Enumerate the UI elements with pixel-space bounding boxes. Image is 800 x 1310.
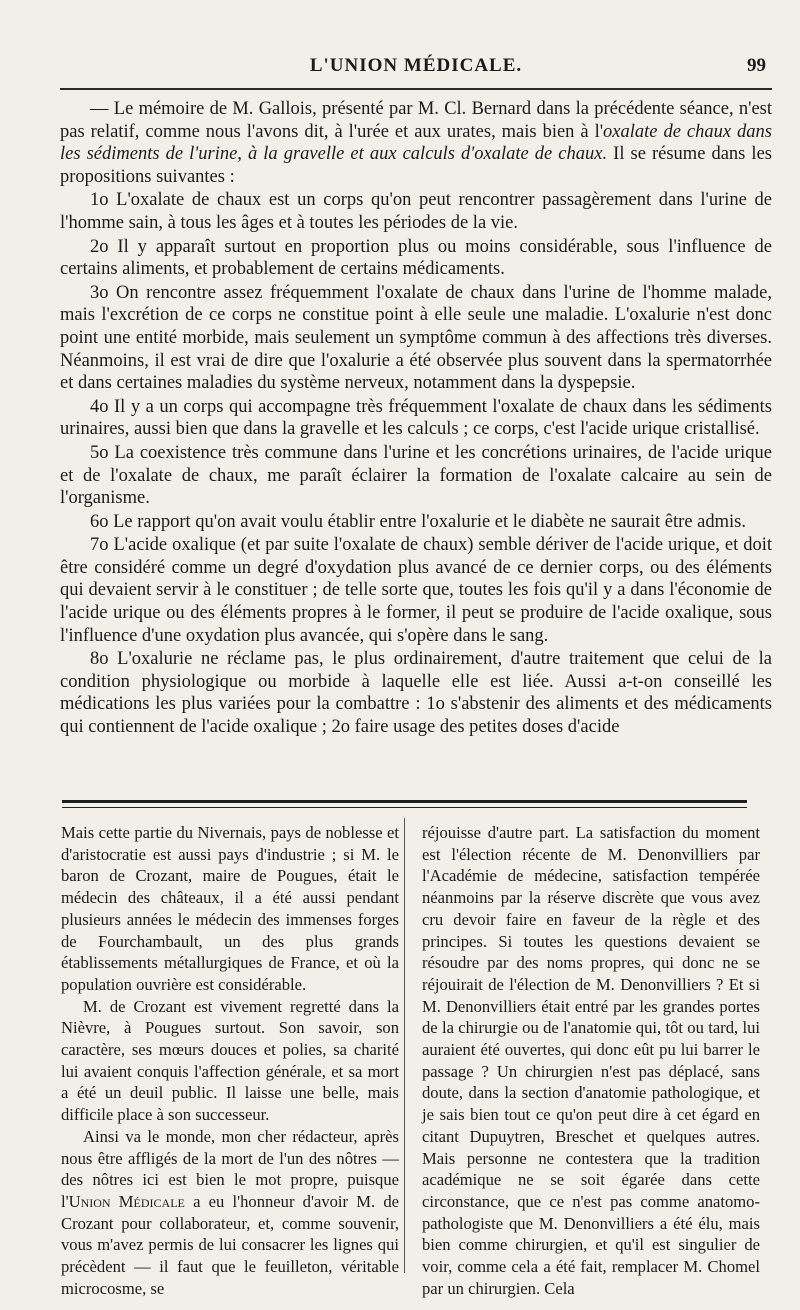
feuilleton-right-column <box>422 822 760 1299</box>
proposition-5: 5o La coexistence très commune dans l'urine et les concrétions urinaires, de l'acide urique et de l'oxalate de chaux, me paraît éclairer la formation de l'oxalate calcaire au sein de l'organisme. <box>60 442 772 509</box>
proposition-3: 3o On rencontre assez fréquemment l'oxalate de chaux dans l'urine de l'homme malade, mais l'excrétion de ce corps ne constitue point à elle seule une maladie. L'oxalurie n'est donc point une entité morbide, mais seulement un symptôme commun à des affections très diverses. Néanmoins, il est vrai de dire que l'oxalurie a été observée plus souvent dans la spermatorrhée et dans certaines maladies du système nerveux, notamment dans la dyspepsie. <box>60 282 772 394</box>
page-header <box>60 55 772 85</box>
proposition-2: 2o Il y apparaît surtout en proportion plus ou moins considérable, sous l'influence de certains aliments, et probablement de certains médicaments. <box>60 236 772 280</box>
proposition-4: 4o Il y a un corps qui accompagne très fréquemment l'oxalate de chaux dans les sédiments urinaires, aussi bien que dans la gravelle et les calculs ; ce corps, c'est l'acide urique cristallisé. <box>60 396 772 440</box>
header-rule <box>60 88 772 90</box>
feuilleton-paragraph: M. de Crozant est vivement regretté dans la Nièvre, à Pougues surtout. Son savoir, son caractère, ses mœurs douces et polies, sa charité lui avaient conquis l'affection générale, et sa mort a été un deuil public. Il laisse une belle, mais difficile place à son successeur. <box>61 996 399 1125</box>
proposition-1: 1o L'oxalate de chaux est un corps qu'on peut rencontrer passagèrement dans l'urine de l'homme sain, à tous les âges et à toutes les périodes de la vie. <box>60 190 772 233</box>
main-article <box>60 98 772 739</box>
proposition-7: 7o L'acide oxalique (et par suite l'oxalate de chaux) semble dériver de l'acide urique, et doit être considéré comme un degré d'oxydation plus avancé de ce dernier corps, ou des éléments qui devaient servir à le constituer ; de telle sorte que, toutes les fois qu'il y a dans l'économie de l'acide urique ou des éléments propres à le former, il peut se produire de l'acide oxalique, sous l'influence d'une oxydation plus avancée, qui s'opère dans le sang. <box>60 535 772 646</box>
feuilleton-separator-rule <box>62 800 747 808</box>
proposition-6: 6o Le rapport qu'on avait voulu établir entre l'oxalurie et le diabète ne saurait être admis. <box>90 511 746 532</box>
feuilleton-left-column <box>61 822 399 1299</box>
feuilleton-paragraph: Mais cette partie du Nivernais, pays de noblesse et d'aristocratie est aussi pays d'industrie ; si M. le baron de Crozant, maire de Pougues, était le médecin des châteaux, il a été aussi pendant plusieurs années le médecin des immenses forges de Fourchambault, un des plus grands établissements métallurgiques de France, et où la population ouvrière est considérable. <box>61 823 399 994</box>
italic-subject: oxalate de chaux dans les sédiments de l'urine, à la gravelle et aux calculs d'oxalate de chaux. <box>60 121 772 165</box>
feuilleton-paragraph: Ainsi va le monde, mon cher rédacteur, après nous être affligés de la mort de l'un des nôtres — des nôtres ici est bien le mot propre, puisque l'Union Médicale a eu l'honneur d'avoir M. de Crozant pour collaborateur, et, comme souvenir, vous m'avez permis de lui consacrer les lignes qui précèdent — il faut que le feuilleton, véritable microcosme, se <box>61 1126 400 1298</box>
proposition-8: 8o L'oxalurie ne réclame pas, le plus ordinairement, d'autre traitement que celui de la condition physiologique ou morbide à laquelle elle est liée. Aussi a-t-on conseillé les médications les plus variées pour la combattre : 1o s'abstenir des aliments et des médicaments qui contiennent de l'acide oxalique ; 2o faire usage des petites doses d'acide <box>60 649 772 738</box>
journal-title: L'UNION MÉDICALE. <box>309 55 523 76</box>
column-divider <box>404 818 405 1273</box>
journal-name-smallcaps: Union Médicale <box>68 1191 185 1211</box>
article-paragraph: — Le mémoire de M. Gallois, présenté par M. Cl. Bernard dans la précédente séance, n'est pas relatif, comme nous l'avons dit, à l'urée et aux urates, mais bien à l'oxalate de chaux dans les sédiments de l'urine, à la gravelle et aux calculs d'oxalate de chaux. Il se résume dans les propositions suivantes : <box>60 99 772 187</box>
feuilleton-paragraph: réjouisse d'autre part. La satisfaction du moment est l'élection récente de M. Denonvilliers par l'Académie de médecine, satisfaction tempérée néanmoins par la réserve discrète que vous avez cru devoir faire en faveur de la règle et des principes. Si toutes les questions devaient se résoudre par des noms propres, qui donc ne se réjouirait de l'élection de M. Denonvilliers ? Et si M. Denonvilliers était entré par les grandes portes de la chirurgie ou de l'anatomie qui, tôt ou tard, lui auraient été ouvertes, qui donc eût pu lui barrer le passage ? Un chirurgien n'est pas déplacé, sans doute, dans la section d'anatomie pathologique, et je sais bien tout ce qu'on peut dire à cet égard en citant Dupuytren, Breschet et quelques autres. Mais personne ne contestera que la tradition académique ne se soit égarée dans cette circonstance, que ce n'est pas comme anatomo-pathologiste que M. Denonvilliers a été élu, mais bien comme chirurgien, et qu'il est singulier de voir, comme cela a été fait, remplacer M. Chomel par un chirurgien. Cela <box>422 823 760 1298</box>
page-number: 99 <box>747 55 766 76</box>
